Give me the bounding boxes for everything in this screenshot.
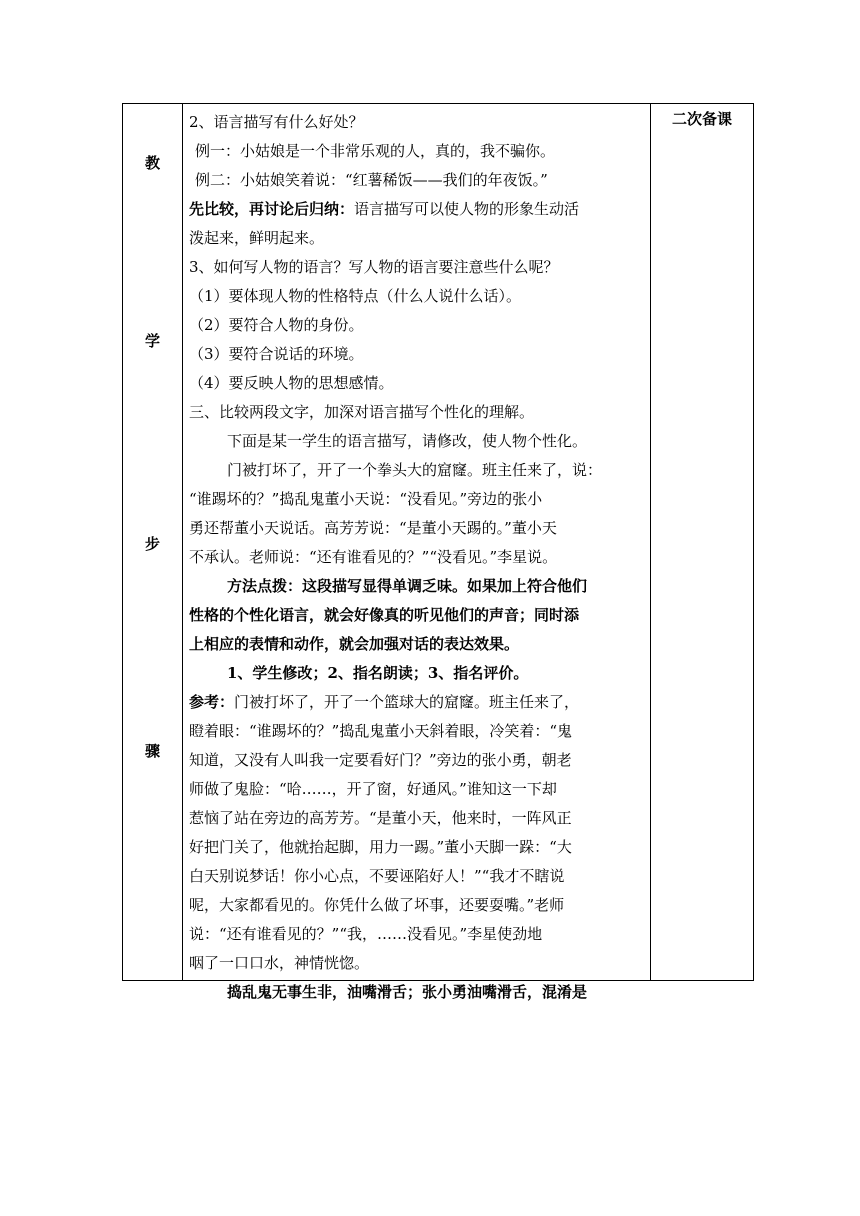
content-line: 咽了一口口水，神情恍惚。 — [189, 954, 370, 972]
content-line: 师做了鬼脸：“哈……，开了窗，好通风。”谁知这一下却 — [189, 780, 557, 798]
side-label-bu: 步 — [144, 535, 160, 553]
lesson-content — [189, 108, 645, 1007]
content-line: （2）要符合人物的身份。 — [189, 316, 364, 334]
content-line: 性格的个性化语言，就会好像真的听见他们的声音；同时添 — [189, 606, 580, 624]
content-line: 例二：小姑娘笑着说：“红薯稀饭——我们的年夜饭。” — [195, 171, 548, 189]
content-line: 瞪着眼：“谁踢坏的？”捣乱鬼董小天斜着眼，冷笑着：“鬼 — [189, 722, 573, 740]
content-line: 惹恼了站在旁边的高芳芳。“是董小天，他来时，一阵风正 — [189, 809, 572, 827]
content-line: 参考：门被打坏了，开了一个篮球大的窟窿。班主任来了， — [189, 693, 580, 711]
content-line: 1、学生修改；2、指名朗读；3、指名评价。 — [227, 664, 529, 682]
content-line: “谁踢坏的？”捣乱鬼董小天说：“没看见。”旁边的张小 — [189, 490, 543, 508]
content-line: 知道，又没有人叫我一定要看好门？”旁边的张小勇，朝老 — [189, 751, 572, 769]
content-line: 先比较，再讨论后归纳：语言描写可以使人物的形象生动活 — [189, 200, 580, 218]
content-line: 方法点拨：这段描写显得单调乏味。如果加上符合他们 — [227, 577, 588, 595]
content-line: （3）要符合说话的环境。 — [189, 345, 364, 363]
content-line: 上相应的表情和动作，就会加强对话的表达效果。 — [189, 635, 520, 653]
content-line: 捣乱鬼无事生非，油嘴滑舌；张小勇油嘴滑舌，混淆是 — [227, 983, 588, 1001]
content-line: 泼起来，鲜明起来。 — [189, 229, 325, 247]
second-prep-column — [651, 104, 753, 980]
column-divider — [182, 104, 183, 980]
content-line: 好把门关了，他就抬起脚，用力一踢。”董小天脚一跺：“大 — [189, 838, 572, 856]
content-line: 白天别说梦话！你小心点，不要诬陷好人！”“我才不瞎说 — [189, 867, 565, 885]
content-line: （1）要体现人物的性格特点（什么人说什么话）。 — [189, 287, 522, 305]
content-line: 勇还帮董小天说话。高芳芳说：“是董小天踢的。”董小天 — [189, 519, 557, 537]
content-line: 说：“还有谁看见的？”“我，……没看见。”李星使劲地 — [189, 925, 543, 943]
side-label-zhou: 骤 — [144, 742, 160, 760]
content-line: 门被打坏了，开了一个拳头大的窟窿。班主任来了，说： — [227, 461, 603, 479]
content-line: 3、如何写人物的语言？写人物的语言要注意些什么呢？ — [189, 258, 559, 276]
content-line: 不承认。老师说：“还有谁看见的？”“没看见。”李星说。 — [189, 548, 558, 566]
content-line: （4）要反映人物的思想感情。 — [189, 374, 394, 392]
side-label-jiao: 教 — [144, 154, 160, 172]
content-line: 2、语言描写有什么好处？ — [189, 113, 364, 131]
step-label-column — [123, 104, 182, 980]
lesson-plan-table — [122, 103, 754, 1001]
content-line: 三、比较两段文字，加深对语言描写个性化的理解。 — [189, 403, 535, 421]
content-line: 呢，大家都看见的。你凭什么做了坏事，还要耍嘴。”老师 — [189, 896, 565, 914]
side-label-xue: 学 — [144, 332, 160, 350]
second-prep-header: 二次备课 — [671, 110, 732, 128]
content-line: 下面是某一学生的语言描写，请修改，使人物个性化。 — [227, 432, 588, 450]
content-line: 例一：小姑娘是一个非常乐观的人，真的，我不骗你。 — [195, 142, 556, 160]
